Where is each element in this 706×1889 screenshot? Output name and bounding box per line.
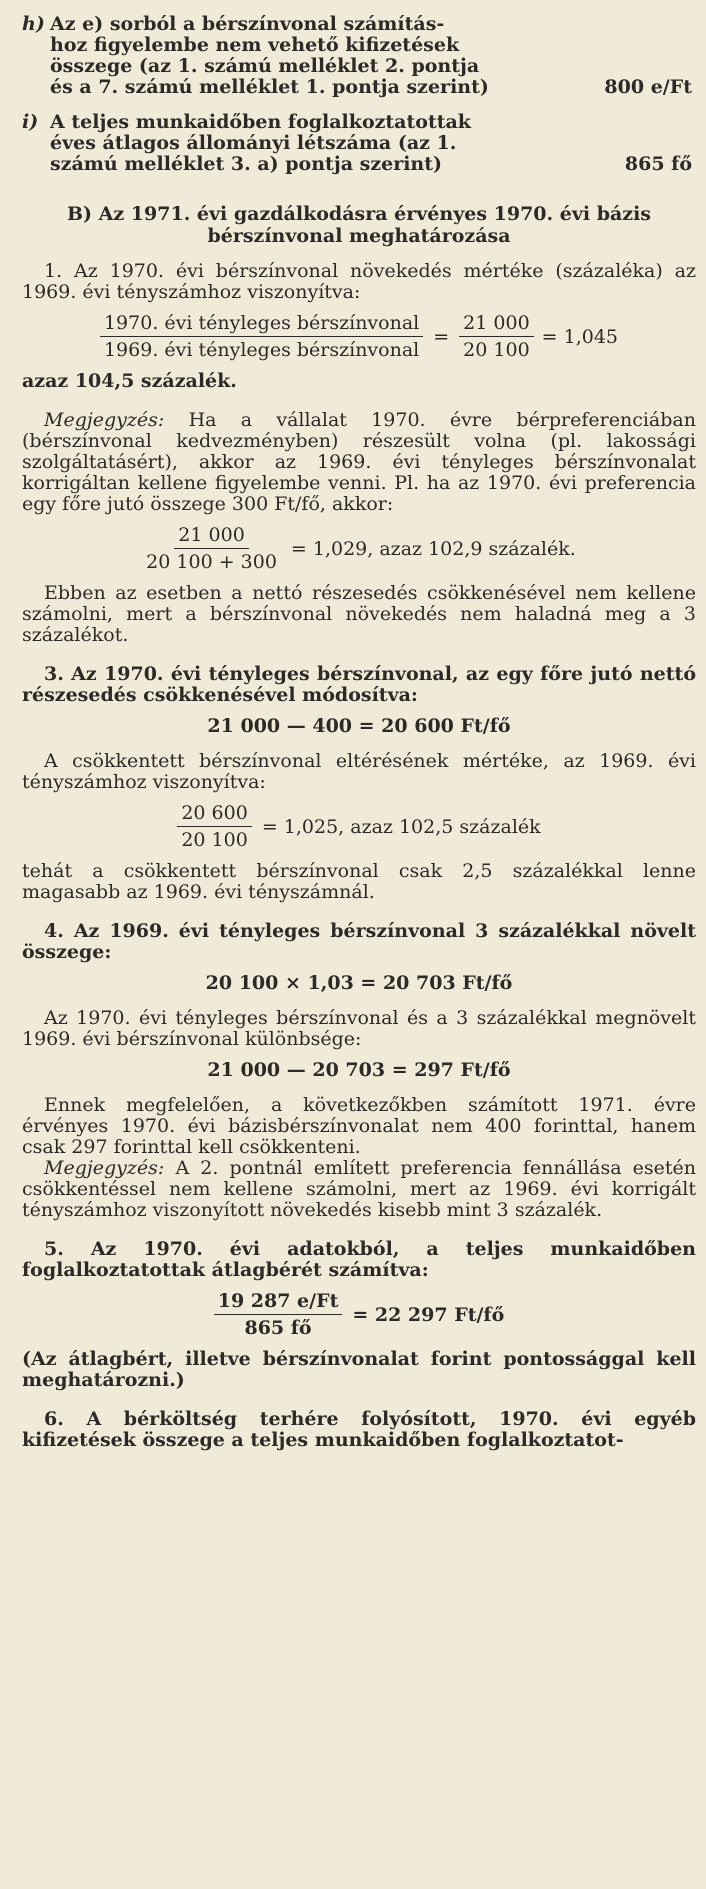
paragraph-4-2: Az 1970. évi tényleges bérszínvonal és a 3 százalékkal megnövelt 1969. évi bérszínvonal különbsége: <box>22 1007 696 1050</box>
equation-4: 20 100 × 1,03 = 20 703 Ft/fő <box>205 972 513 994</box>
paragraph-5-after: (Az átlagbért, illetve bérszínvonalat forint pontossággal kell meghatározni.) <box>22 1348 696 1391</box>
note-1-text: Ha a vállalat 1970. évre bérpreferenciában (bérszínvonal kedvezményben) részesült volna (pl. lakossági szolgáltatásért), akkor az 1969. évi tényleges bérszínvonalat korrigáltan kellene figyelembe venni. Pl. ha az 1970. évi preferencia egy főre jutó összege 300 Ft/fő, akkor: <box>22 409 696 515</box>
paragraph-6: 6. A bérköltség terhére folyósított, 1970. évi egyéb kifizetések összege a teljes munkaidőben foglalkoztatot- <box>22 1408 696 1451</box>
note-1-after: Ebben az esetben a nettó részesedés csökkenésével nem kellene számolni, mert a bérszínvonal növekedés nem haladná meg a 3 százalékot. <box>22 582 696 646</box>
note-2 <box>22 1158 696 1221</box>
section-b-heading <box>22 203 696 247</box>
note-1 <box>22 410 696 515</box>
note-1-label: Megjegyzés: <box>44 409 165 431</box>
formula-5-numerator: 19 287 e/Ft <box>214 1291 343 1315</box>
item-h-marker: h) <box>22 13 45 35</box>
item-h-line-4: és a 7. számú melléklet 1. pontja szerint) <box>50 76 489 98</box>
equation-4-2: 21 000 — 20 703 = 297 Ft/fő <box>207 1059 511 1081</box>
formula-1-numerator-text: 1970. évi tényleges bérszínvonal <box>100 313 423 337</box>
item-i-value: 865 fő <box>624 153 692 175</box>
note-2-label: Megjegyzés: <box>44 1157 165 1179</box>
item-i-line-2: éves átlagos állományi létszáma (az 1. <box>50 132 457 154</box>
formula-1-equals: = <box>433 325 450 348</box>
note-2-text: A 2. pontnál említett preferencia fennállása esetén csökkentéssel nem kellene számolni, mert az 1969. évi korrigált tényszámhoz viszonyított növekedés kisebb mint 3 százalék. <box>22 1157 696 1221</box>
paragraph-3-2: A csökkentett bérszínvonal eltérésének mértéke, az 1969. évi tényszámhoz viszonyítva: <box>22 750 696 793</box>
paragraph-4-3: Ennek megfelelően, a következőkben számított 1971. évre érvényes 1970. évi bázisbérszínvonalat nem 400 forinttal, hanem csak 297 forinttal kell csökkenteni. <box>22 1094 696 1158</box>
paragraph-1-after: azaz 104,5 százalék. <box>22 370 237 392</box>
item-i <box>22 112 696 175</box>
section-b-heading-line-2: bérszínvonal meghatározása <box>207 225 511 247</box>
paragraph-4: 4. Az 1969. évi tényleges bérszínvonal 3 százalékkal növelt összege: <box>22 920 696 963</box>
formula-2-denominator: 20 100 + 300 <box>146 551 277 573</box>
paragraph-5: 5. Az 1970. évi adatokból, a teljes munkaidőben foglalkoztatottak átlagbérét számítva: <box>22 1238 696 1281</box>
formula-2-result: = 1,029, azaz 102,9 százalék. <box>290 537 576 560</box>
formula-1-result: = 1,045 <box>541 325 619 348</box>
item-h-line-1: Az e) sorból a bérszínvonal számítás- <box>50 13 445 35</box>
formula-1-denominator-value: 20 100 <box>463 339 530 361</box>
equation-3: 21 000 — 400 = 20 600 Ft/fő <box>207 715 511 737</box>
formula-2 <box>22 525 696 573</box>
formula-3-result: = 1,025, azaz 102,5 százalék <box>261 815 541 838</box>
item-h-value: 800 e/Ft <box>604 76 692 98</box>
section-b-heading-line-1: B) Az 1971. évi gazdálkodásra érvényes 1970. évi bázis <box>67 203 651 225</box>
paragraph-1: 1. Az 1970. évi bérszínvonal növekedés mértéke (százaléka) az 1969. évi tényszámhoz viszonyítva: <box>22 260 696 303</box>
paragraph-3-after: tehát a csökkentett bérszínvonal csak 2,5 százalékkal lenne magasabb az 1969. évi tényszámnál. <box>22 860 696 903</box>
paragraph-3: 3. Az 1970. évi tényleges bérszínvonal, az egy főre jutó nettó részesedés csökkenésével módosítva: <box>22 663 696 706</box>
item-h-line-2: hoz figyelembe nem vehető kifizetések <box>50 34 460 56</box>
formula-1-denominator-text: 1969. évi tényleges bérszínvonal <box>103 339 420 361</box>
formula-2-numerator: 21 000 <box>174 525 248 549</box>
formula-5-result: = 22 297 Ft/fő <box>352 1303 505 1326</box>
item-i-line-3: számú melléklet 3. a) pontja szerint) <box>50 153 443 175</box>
item-h-line-3: összege (az 1. számú melléklet 2. pontja <box>50 55 480 77</box>
formula-5-denominator: 865 fő <box>244 1317 312 1339</box>
formula-3-numerator: 20 600 <box>177 803 251 827</box>
formula-3-denominator: 20 100 <box>181 829 248 851</box>
formula-3 <box>22 803 696 851</box>
item-i-line-1: A teljes munkaidőben foglalkoztatottak <box>50 111 471 133</box>
item-i-marker: i) <box>22 111 39 133</box>
formula-1-numerator-value: 21 000 <box>459 313 533 337</box>
item-h <box>22 14 696 98</box>
formula-5 <box>22 1291 696 1339</box>
formula-1 <box>22 313 696 361</box>
